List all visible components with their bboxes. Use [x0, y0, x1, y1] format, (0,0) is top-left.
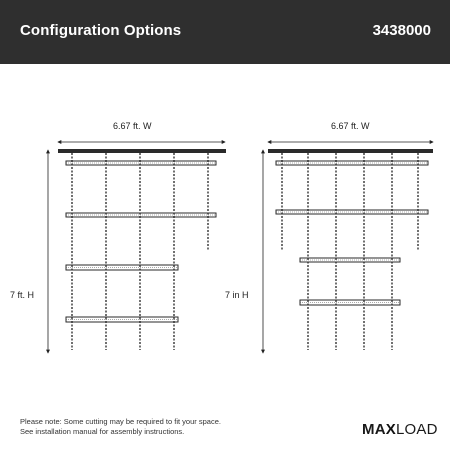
standards	[72, 153, 208, 350]
footer-note	[20, 417, 320, 437]
product-code: 3438000	[372, 22, 431, 39]
brand-part2: X	[385, 421, 396, 438]
config-right-diagram	[263, 142, 433, 353]
wire-shelves	[276, 161, 428, 305]
config-left-diagram	[48, 142, 226, 353]
standards	[282, 153, 418, 350]
brand-part1: MA	[362, 421, 386, 438]
page-title: Configuration Options	[20, 22, 182, 39]
brand-part3: LOAD	[395, 421, 438, 438]
left-width-label: 6.67 ft. W	[113, 121, 152, 131]
footer-note-line1: Please note: Some cutting may be required to fit your space.	[20, 417, 221, 426]
right-height-label: 7 in H	[225, 290, 249, 300]
left-height-label: 7 ft. H	[10, 290, 35, 300]
footer-note-line2: See installation manual for assembly instructions.	[20, 427, 185, 436]
top-track	[268, 149, 433, 153]
top-track	[58, 149, 226, 153]
right-width-label: 6.67 ft. W	[331, 121, 370, 131]
maxload-logo	[362, 421, 438, 438]
wire-shelves	[66, 161, 216, 322]
